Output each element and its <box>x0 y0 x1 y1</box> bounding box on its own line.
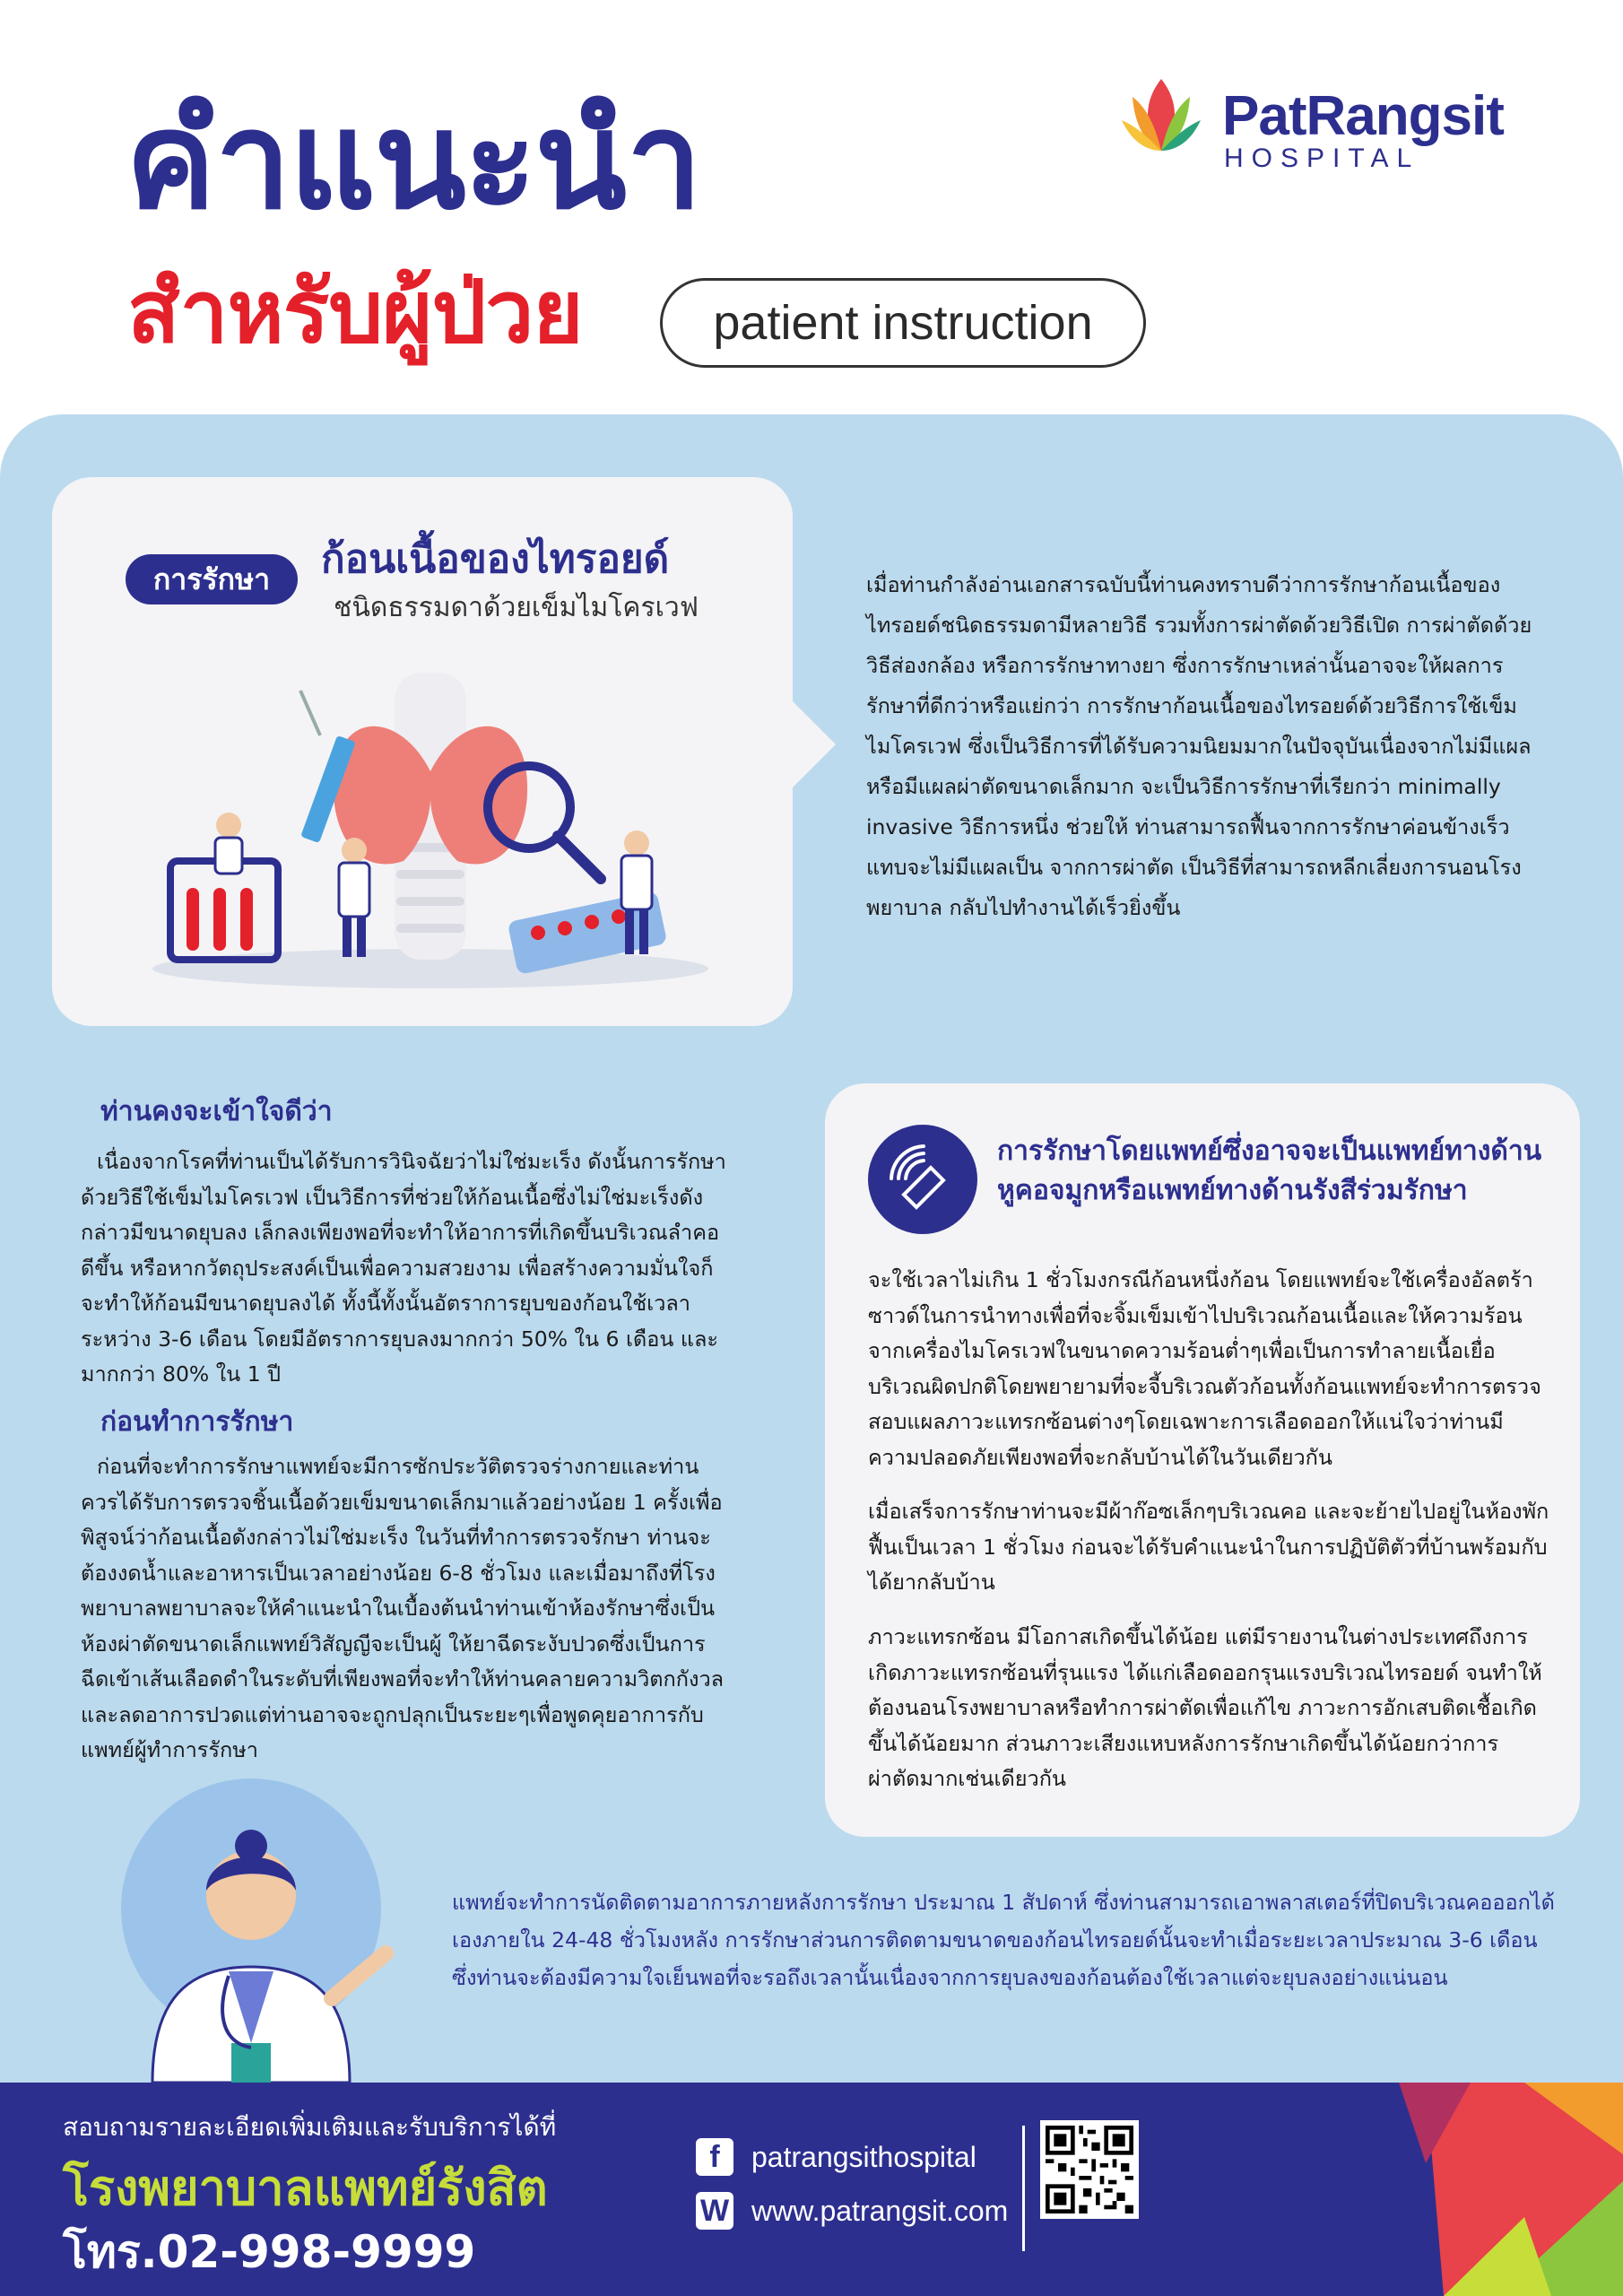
page-subtitle: สำหรับผู้ป่วย <box>127 262 583 362</box>
section2-text: ก่อนที่จะทำการรักษาแพทย์จะมีการซักประวัติตรวจร่างกายและท่านควรได้รับการตรวจชิ้นเนื้อด้วยเข็มขนาดเล็กมาแล้วอย่างน้อย 1 ครั้งเพื่อพิสูจน์ว่าก้อนเนื้อดังกล่าวไม่ใช่มะเร็ง ในวันที่ทำการตรวจรักษา ท่านจะต้องงดน้ำและอาหารเป็นเวลาอย่างน้อย 6-8 ชั่วโมง และเมื่อมาถึงที่โรงพยาบาลพยาบาลจะให้คำแนะนำในเบื้องต้นนำท่านเข้าห้องรักษาซึ่งเป็นห้องผ่าตัดขนาดเล็กแพทย์วิสัญญีจะเป็นผู้ ให้ยาฉีดระงับปวดซึ่งเป็นการฉีดเข้าเส้นเลือดดำในระดับที่เพียงพอที่จะทำให้ท่านคลายความวิตกกังวลและลดอาการปวดแต่ท่านอาจจะถูกปลุกเป็นระยะๆเพื่อพูดคุยอาการกับแพทย์ผู้ทำการรักษา <box>81 1454 725 1762</box>
treatment-badge: การรักษา <box>126 554 298 604</box>
website-url[interactable]: www.patrangsit.com <box>751 2194 1009 2227</box>
intro-card-tail <box>791 700 836 789</box>
qr-code-icon[interactable] <box>1040 2120 1139 2219</box>
facebook-link[interactable] <box>696 2138 976 2176</box>
footer-hospital-name: โรงพยาบาลแพทย์รังสิต <box>63 2160 548 2216</box>
patient-instruction-pill: patient instruction <box>660 278 1146 368</box>
logo-name: PatRangsit <box>1222 85 1504 147</box>
doctor-illustration <box>117 1774 421 2083</box>
footer-contact-label: สอบถามรายละเอียดเพิ่มเติมและรับบริการได้ที่ <box>63 2112 557 2142</box>
logo-sub: HOSPITAL <box>1224 144 1420 173</box>
thyroid-illustration <box>135 637 726 996</box>
facebook-icon: f <box>696 2138 733 2176</box>
facebook-handle[interactable]: patrangsithospital <box>751 2140 976 2173</box>
section2-heading: ก่อนทำการรักษา <box>100 1406 294 1438</box>
intro-text: เมื่อท่านกำลังอ่านเอกสารฉบับนี้ท่านคงทราบดีว่าการรักษาก้อนเนื้อของไทรอยด์ชนิดธรรมดามีหลายวิธี รวมทั้งการผ่าตัดด้วยวิธีเปิด การผ่าตัดด้วยวิธีส่องกล้อง หรือการรักษาทางยา ซึ่งการรักษาเหล่านั้นอาจจะให้ผลการรักษาที่ดีกว่าหรือแย่กว่า การรักษาก้อนเนื้อของไทรอยด์ด้วยวิธีการใช้เข็มไมโครเวฟ ซึ่งเป็นวิธีการที่ได้รับความนิยมมากในปัจจุบันเนื่องจากไม่มีแผล หรือมีแผลผ่าตัดขนาดเล็กมาก จะเป็นวิธีการรักษาที่เรียกว่า minimally invasive วิธีการหนึ่ง ช่วยให้ ท่านสามารถฟื้นจากการรักษาค่อนข้างเร็ว แทบจะไม่มีแผลเป็น จากการผ่าตัด เป็นวิธีที่สามารถหลีกเลี่ยงการนอนโรงพยาบาล กลับไปทำงานได้เร็วยิ่งขึ้น <box>866 572 1532 920</box>
treatment-card-p3: ภาวะแทรกซ้อน มีโอกาสเกิดขึ้นได้น้อย แต่มีรายงานในต่างประเทศถึงการเกิดภาวะแทรกซ้อนที่รุนแรง ได้แก่เลือดออกรุนแรงบริเวณไทรอยด์ จนทำให้ต้องนอนโรงพยาบาลหรือทำการผ่าตัดเพื่อแก้ไข ภาวะการอักเสบติดเชื้อเกิดขึ้นได้น้อยมาก ส่วนภาวะเสียงแหบหลังการรักษาเกิดขึ้นได้น้อยกว่าการผ่าตัดมากเช่นเดียวกัน <box>868 1624 1542 1791</box>
intro-subtitle: ชนิดธรรมดาด้วยเข็มไมโครเวฟ <box>334 592 699 623</box>
website-link[interactable] <box>696 2192 1008 2230</box>
web-icon: W <box>696 2192 733 2230</box>
footer-corner-decoration <box>1318 2083 1623 2296</box>
microwave-needle-icon <box>868 1125 977 1234</box>
intro-title: ก้อนเนื้อของไทรอยด์ <box>321 536 670 582</box>
section1-heading: ท่านคงจะเข้าใจดีว่า <box>100 1096 333 1127</box>
treatment-card-p2: เมื่อเสร็จการรักษาท่านจะมีผ้าก๊อซเล็กๆบริเวณคอ และจะย้ายไปอยู่ในห้องพักฟื้นเป็นเวลา 1 ชั่วโมง ก่อนจะได้รับคำแนะนำในการปฏิบัติตัวที่บ้านพร้อมกับได้ยากลับบ้าน <box>868 1499 1549 1595</box>
footer-phone[interactable]: โทร.02-998-9999 <box>63 2226 476 2278</box>
treatment-card-title: การรักษาโดยแพทย์ซึ่งอาจจะเป็นแพทย์ทางด้านหูคอจมูกหรือแพทย์ทางด้านรังสีร่วมรักษา <box>997 1135 1542 1206</box>
treatment-card-p1: จะใช้เวลาไม่เกิน 1 ชั่วโมงกรณีก้อนหนึ่งก้อน โดยแพทย์จะใช้เครื่องอัลตร้าซาวด์ในการนำทางเพื่อที่จะจิ้มเข็มเข้าไปบริเวณก้อนเนื้อและให้ความร้อนจากเครื่องไมโครเวฟในขนาดความร้อนต่ำๆเพื่อเป็นการทำลายเนื้อเยื่อบริเวณผิดปกติโดยพยายามที่จะจี้บริเวณตัวก้อนทั้งก้อนแพทย์จะทำการตรวจสอบแผลภาวะแทรกซ้อนต่างๆโดยเฉพาะการเลือดออกให้แน่ใจว่าท่านมีความปลอดภัยเพียงพอที่จะกลับบ้านได้ในวันเดียวกัน <box>868 1267 1541 1470</box>
page-title: คำแนะนำ <box>126 83 701 239</box>
footer <box>0 2083 1623 2296</box>
lotus-logo-icon <box>1116 70 1206 160</box>
hospital-logo <box>1116 70 1538 178</box>
follow-up-note: แพทย์จะทำการนัดติดตามอาการภายหลังการรักษา ประมาณ 1 สัปดาห์ ซึ่งท่านสามารถเอาพลาสเตอร์ที่ปิดบริเวณคอออกได้เองภายใน 24-48 ชั่วโมงหลัง การรักษาส่วนการติดตามขนาดของก้อนไทรอยด์นั้นจะทำเมื่อระยะเวลาประมาณ 3-6 เดือน ซึ่งท่านจะต้องมีความใจเย็นพอที่จะรอถึงเวลานั้นเนื่องจากการยุบลงของก้อนต้องใช้เวลาแต่จะยุบลงอย่างแน่นอน <box>452 1890 1555 1990</box>
section1-text: เนื่องจากโรคที่ท่านเป็นได้รับการวินิจฉัยว่าไม่ใช่มะเร็ง ดังนั้นการรักษาด้วยวิธีใช้เข็มไมโครเวฟ เป็นวิธีการที่ช่วยให้ก้อนเนื้อซึ่งไม่ใช่มะเร็งดังกล่าวมีขนาดยุบลง เล็กลงเพียงพอที่จะทำให้อาการที่เกิดขึ้นบริเวณลำคอดีขึ้น หรือหากวัตถุประสงค์เป็นเพื่อความสวยงาม เพื่อสร้างความมั่นใจก็จะทำให้ก้อนมีขนาดยุบลงได้ ทั้งนี้ทั้งนั้นอัตราการยุบของก้อนใช้เวลา ระหว่าง 3-6 เดือน โดยมีอัตราการยุบลงมากกว่า 50% ใน 6 เดือน และมากกว่า 80% ใน 1 ปี <box>81 1149 726 1387</box>
footer-divider <box>1022 2126 1025 2251</box>
